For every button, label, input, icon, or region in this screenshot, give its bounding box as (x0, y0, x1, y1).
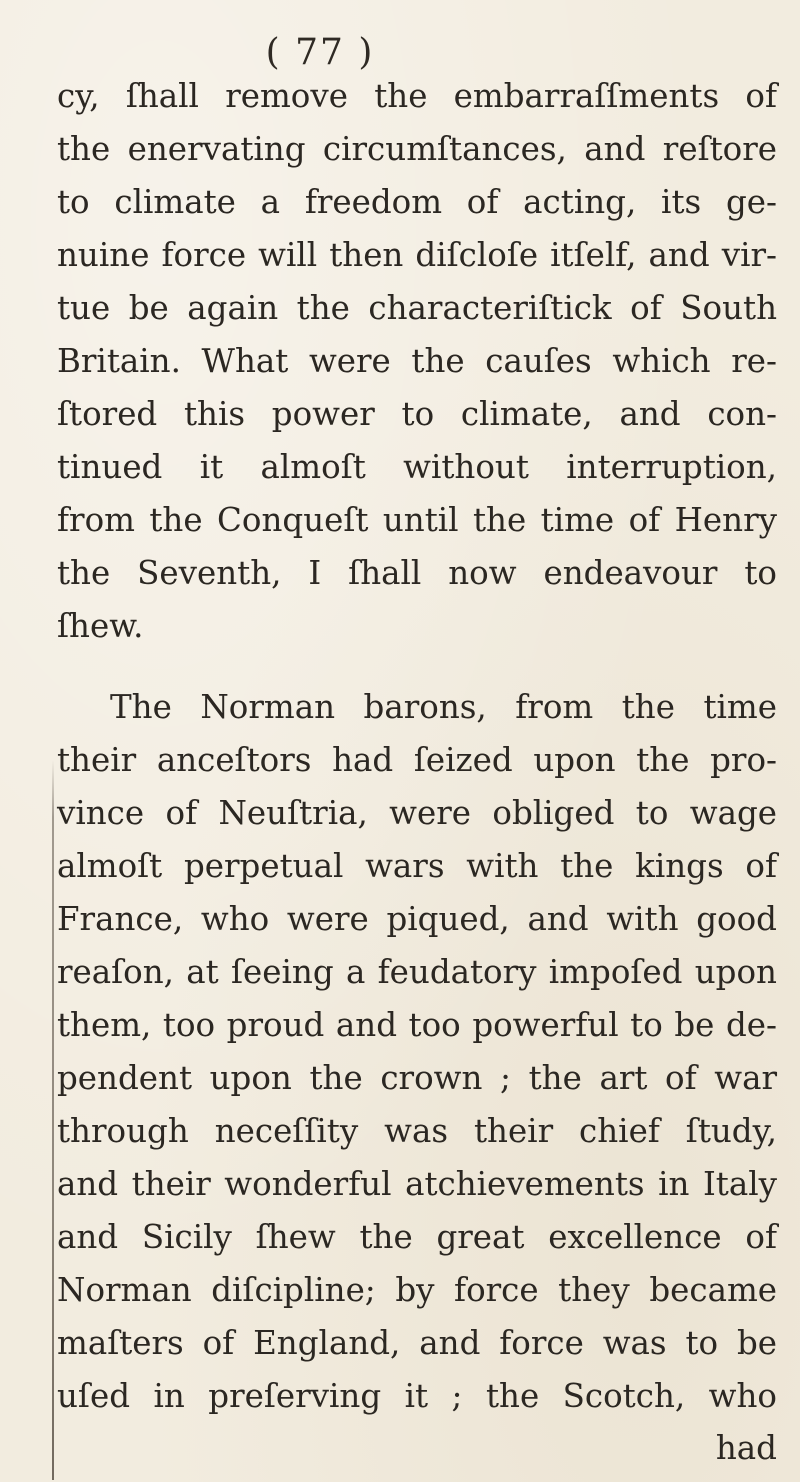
text-line: uſed in preſerving it ; the Scotch, who (57, 1377, 777, 1415)
text-line: the Seventh, I ſhall now endeavour to (57, 554, 777, 592)
text-line: their anceſtors had ſeized upon the pro- (57, 741, 777, 779)
text-line: maſters of England, and force was to be (57, 1324, 777, 1362)
text-line: cy, ſhall remove the embarraſſments of (57, 77, 777, 115)
text-line: them, too proud and too powerful to be de- (57, 1006, 777, 1044)
text-line: tinued it almoſt without interruption, (57, 448, 777, 486)
text-line: Britain. What were the cauſes which re- (57, 342, 777, 380)
catchword: had (715, 1429, 777, 1467)
text-line: nuine force will then diſcloſe itſelf, and vir- (57, 236, 777, 274)
text-line: vince of Neuſtria, were obliged to wage (57, 794, 777, 832)
text-line: pendent upon the crown ; the art of war (57, 1059, 777, 1097)
text-line: and Sicily ſhew the great excellence of (57, 1218, 777, 1256)
page-number: ( 77 ) (265, 32, 375, 73)
text-line: tue be again the characteriſtick of South (57, 289, 777, 327)
text-line: from the Conqueſt until the time of Henry (57, 501, 777, 539)
text-line: The Norman barons, from the time (110, 688, 777, 726)
text-line: through neceſſity was their chief ſtudy, (57, 1112, 777, 1150)
text-line: reaſon, at ſeeing a feudatory impoſed upon (57, 953, 777, 991)
text-line: Norman diſcipline; by force they became (57, 1271, 777, 1309)
text-line: ſhew. (57, 607, 144, 645)
text-line: the enervating circumſtances, and reſtore (57, 130, 777, 168)
text-line: almoſt perpetual wars with the kings of (57, 847, 777, 885)
text-line: and their wonderful atchievements in Italy (57, 1165, 777, 1203)
text-line: to climate a freedom of acting, its ge- (57, 183, 777, 221)
text-line: ſtored this power to climate, and con- (57, 395, 777, 433)
text-line: France, who were piqued, and with good (57, 900, 777, 938)
